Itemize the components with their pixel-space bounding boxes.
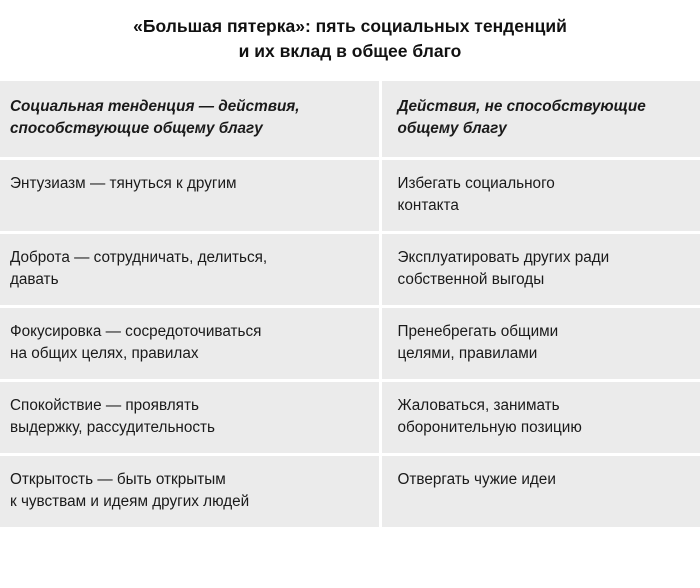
cell-line: контакта [397,197,459,214]
cell-line: целями, правилами [397,345,538,362]
cell-line: Жаловаться, занимать [397,397,560,414]
table-row [0,455,700,528]
cell-antisocial-5 [380,455,700,528]
column-header-antisocial [380,81,700,159]
cell-line: Энтузиазм — тянуться к другим [10,175,237,192]
table-row [0,159,700,233]
table-header-row [0,81,700,159]
cell-line: Доброта — сотрудничать, делиться, [10,249,268,266]
cell-line: выдержку, рассудительность [10,419,216,436]
cell-line: Отвергать чужие идеи [397,471,556,488]
cell-prosocial-5 [0,455,380,528]
page-title [0,0,700,64]
cell-antisocial-3 [380,307,700,381]
cell-line: к чувствам и идеям других людей [10,493,250,510]
cell-line: оборонительную позицию [397,419,582,436]
cell-line: Открытость — быть открытым [10,471,226,488]
column-header-prosocial [0,81,380,159]
column-header-antisocial-line-1: Действия, не способствующие [397,98,646,115]
comparison-table [0,81,700,527]
cell-line: давать [10,271,59,288]
cell-line: Эксплуатировать других ради [397,249,610,266]
page-title-line-1: «Большая пятерка»: пять социальных тенденций [133,16,567,36]
cell-line: собственной выгоды [397,271,545,288]
table-row [0,307,700,381]
cell-prosocial-1 [0,159,380,233]
page-title-line-2: и их вклад в общее благо [238,41,462,61]
column-header-antisocial-line-2: общему благу [397,120,507,137]
cell-line: на общих целях, правилах [10,345,199,362]
cell-prosocial-4 [0,381,380,455]
cell-line: Спокойствие — проявлять [10,397,199,414]
cell-antisocial-4 [380,381,700,455]
column-header-prosocial-line-2: способствующие общему благу [10,120,263,137]
cell-line: Пренебрегать общими [397,323,559,340]
table-row [0,381,700,455]
column-header-prosocial-line-1: Социальная тенденция — действия, [10,98,300,115]
cell-prosocial-2 [0,233,380,307]
table-row [0,233,700,307]
cell-antisocial-1 [380,159,700,233]
cell-line: Избегать социального [397,175,555,192]
cell-prosocial-3 [0,307,380,381]
cell-line: Фокусировка — сосредоточиваться [10,323,262,340]
cell-antisocial-2 [380,233,700,307]
